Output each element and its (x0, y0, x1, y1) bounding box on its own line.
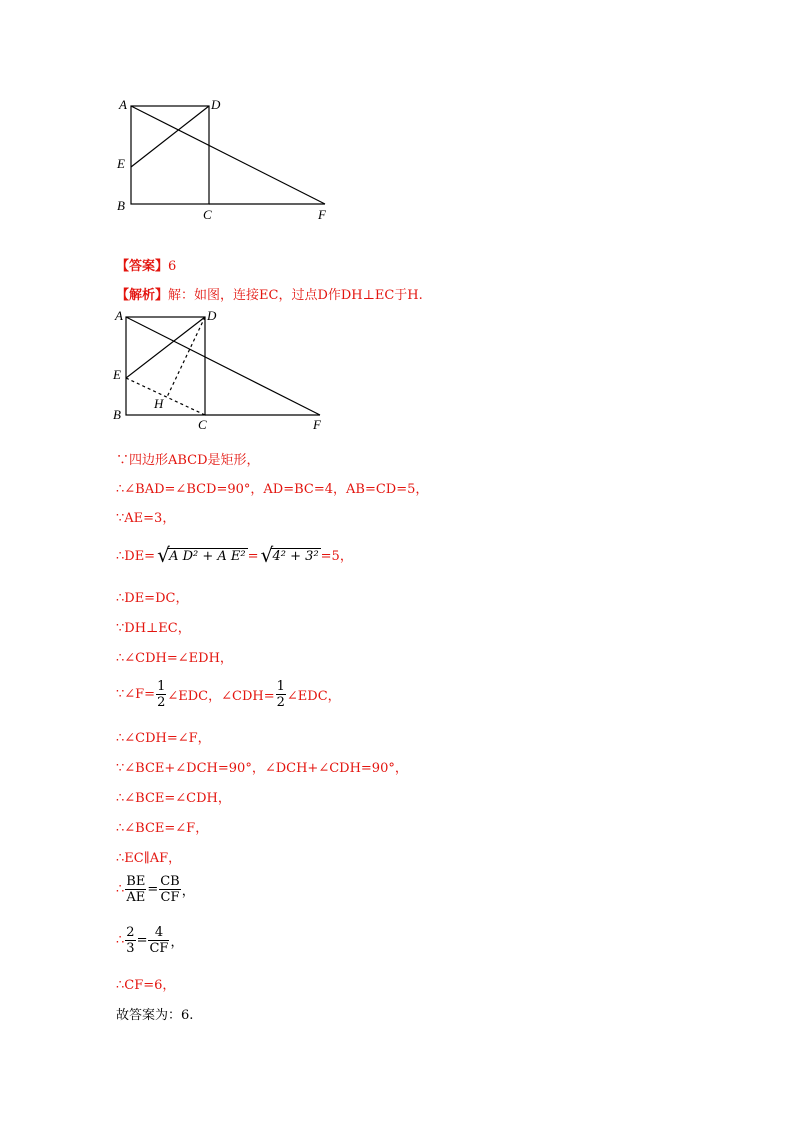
label-b-2: B (113, 407, 121, 422)
step-8 (116, 679, 341, 710)
step-5: ∴DE=DC， (116, 591, 189, 606)
label-a: A (119, 97, 127, 112)
step-4-prefix: ∴DE= (116, 549, 156, 564)
step-16: ∴CF=6， (116, 978, 176, 993)
step-15-prefix: ∴ (116, 933, 125, 948)
step-15-eq: = (136, 933, 148, 948)
figure-2-svg (110, 305, 340, 435)
figure-1-svg (110, 95, 340, 225)
step-6: ∵DH⊥EC， (116, 621, 191, 636)
fraction-cb-cf: $\frac{CB}{CF}$ (160, 874, 180, 905)
step-8-mid: ∠EDC，∠CDH= (167, 689, 275, 704)
step-2: ∴∠BAD=∠BCD=90°，AD=BC=4，AB=CD=5， (116, 482, 429, 497)
fraction-half-2: $\frac{1}{2}$ (276, 679, 285, 710)
sqrt-2-body: 4² + 3² (272, 549, 319, 564)
step-11: ∴∠BCE=∠CDH， (116, 791, 231, 806)
step-9: ∴∠CDH=∠F， (116, 731, 211, 746)
fraction-4-cf: $\frac{4}{CF}$ (149, 925, 169, 956)
segment-dh-dashed (167, 317, 205, 397)
figure-1 (110, 95, 340, 225)
step-15-tail: ， (170, 935, 184, 950)
analysis-intro: 解：如图，连接EC，过点D作DH⊥EC于H. (168, 288, 423, 303)
step-14-eq: = (147, 882, 159, 897)
sqrt-2: √ 4² + 3² (260, 543, 319, 567)
label-c-2: C (198, 417, 207, 432)
step-14-tail: ， (181, 884, 195, 899)
step-4-eq: = (247, 549, 259, 564)
label-e-2: E (113, 367, 121, 382)
label-f: F (318, 207, 326, 222)
rect-abcd (131, 106, 209, 204)
segment-af (131, 106, 325, 204)
analysis-head: 【解析】 (116, 288, 169, 303)
sqrt-1: √ A D² + A E² (157, 543, 246, 567)
label-d: D (211, 97, 221, 112)
label-f-2: F (313, 417, 321, 432)
fraction-half-1: $\frac{1}{2}$ (157, 679, 166, 710)
step-4-result: =5， (320, 549, 353, 564)
step-12: ∴∠BCE=∠F， (116, 821, 209, 836)
step-13: ∴EC∥AF， (116, 851, 182, 866)
segment-ed (131, 106, 209, 167)
step-14 (116, 874, 195, 905)
segment-ec-dashed (126, 378, 205, 415)
step-15 (116, 925, 183, 956)
label-e: E (117, 156, 125, 171)
label-b: B (117, 198, 125, 213)
answer-value: 6 (168, 259, 177, 274)
fraction-2-3: $\frac{2}{3}$ (126, 925, 135, 956)
answer-line (116, 255, 176, 274)
step-17: 故答案为：6. (116, 1008, 194, 1023)
step-7: ∴∠CDH=∠EDH， (116, 651, 233, 666)
step-3: ∵AE=3， (116, 511, 176, 526)
label-a-2: A (115, 308, 123, 323)
label-d-2: D (207, 308, 217, 323)
sqrt-1-body: A D² + A E² (169, 549, 246, 564)
segment-ed-2 (126, 317, 205, 378)
step-8-prefix: ∵∠F= (116, 687, 156, 702)
fraction-be-ae: $\frac{BE}{AE}$ (126, 874, 146, 905)
label-c: C (203, 207, 212, 222)
step-4 (116, 543, 353, 567)
step-10: ∵∠BCE+∠DCH=90°，∠DCH+∠CDH=90°， (116, 761, 408, 776)
label-h-2: H (154, 396, 164, 411)
rect-abcd-2 (126, 317, 205, 415)
step-8-tail: ∠EDC， (286, 689, 341, 704)
step-1: ∵四边形ABCD是矩形， (116, 453, 260, 468)
answer-head: 【答案】 (116, 259, 169, 274)
step-14-prefix: ∴ (116, 882, 125, 897)
analysis-line (116, 284, 423, 303)
figure-2 (110, 305, 340, 435)
